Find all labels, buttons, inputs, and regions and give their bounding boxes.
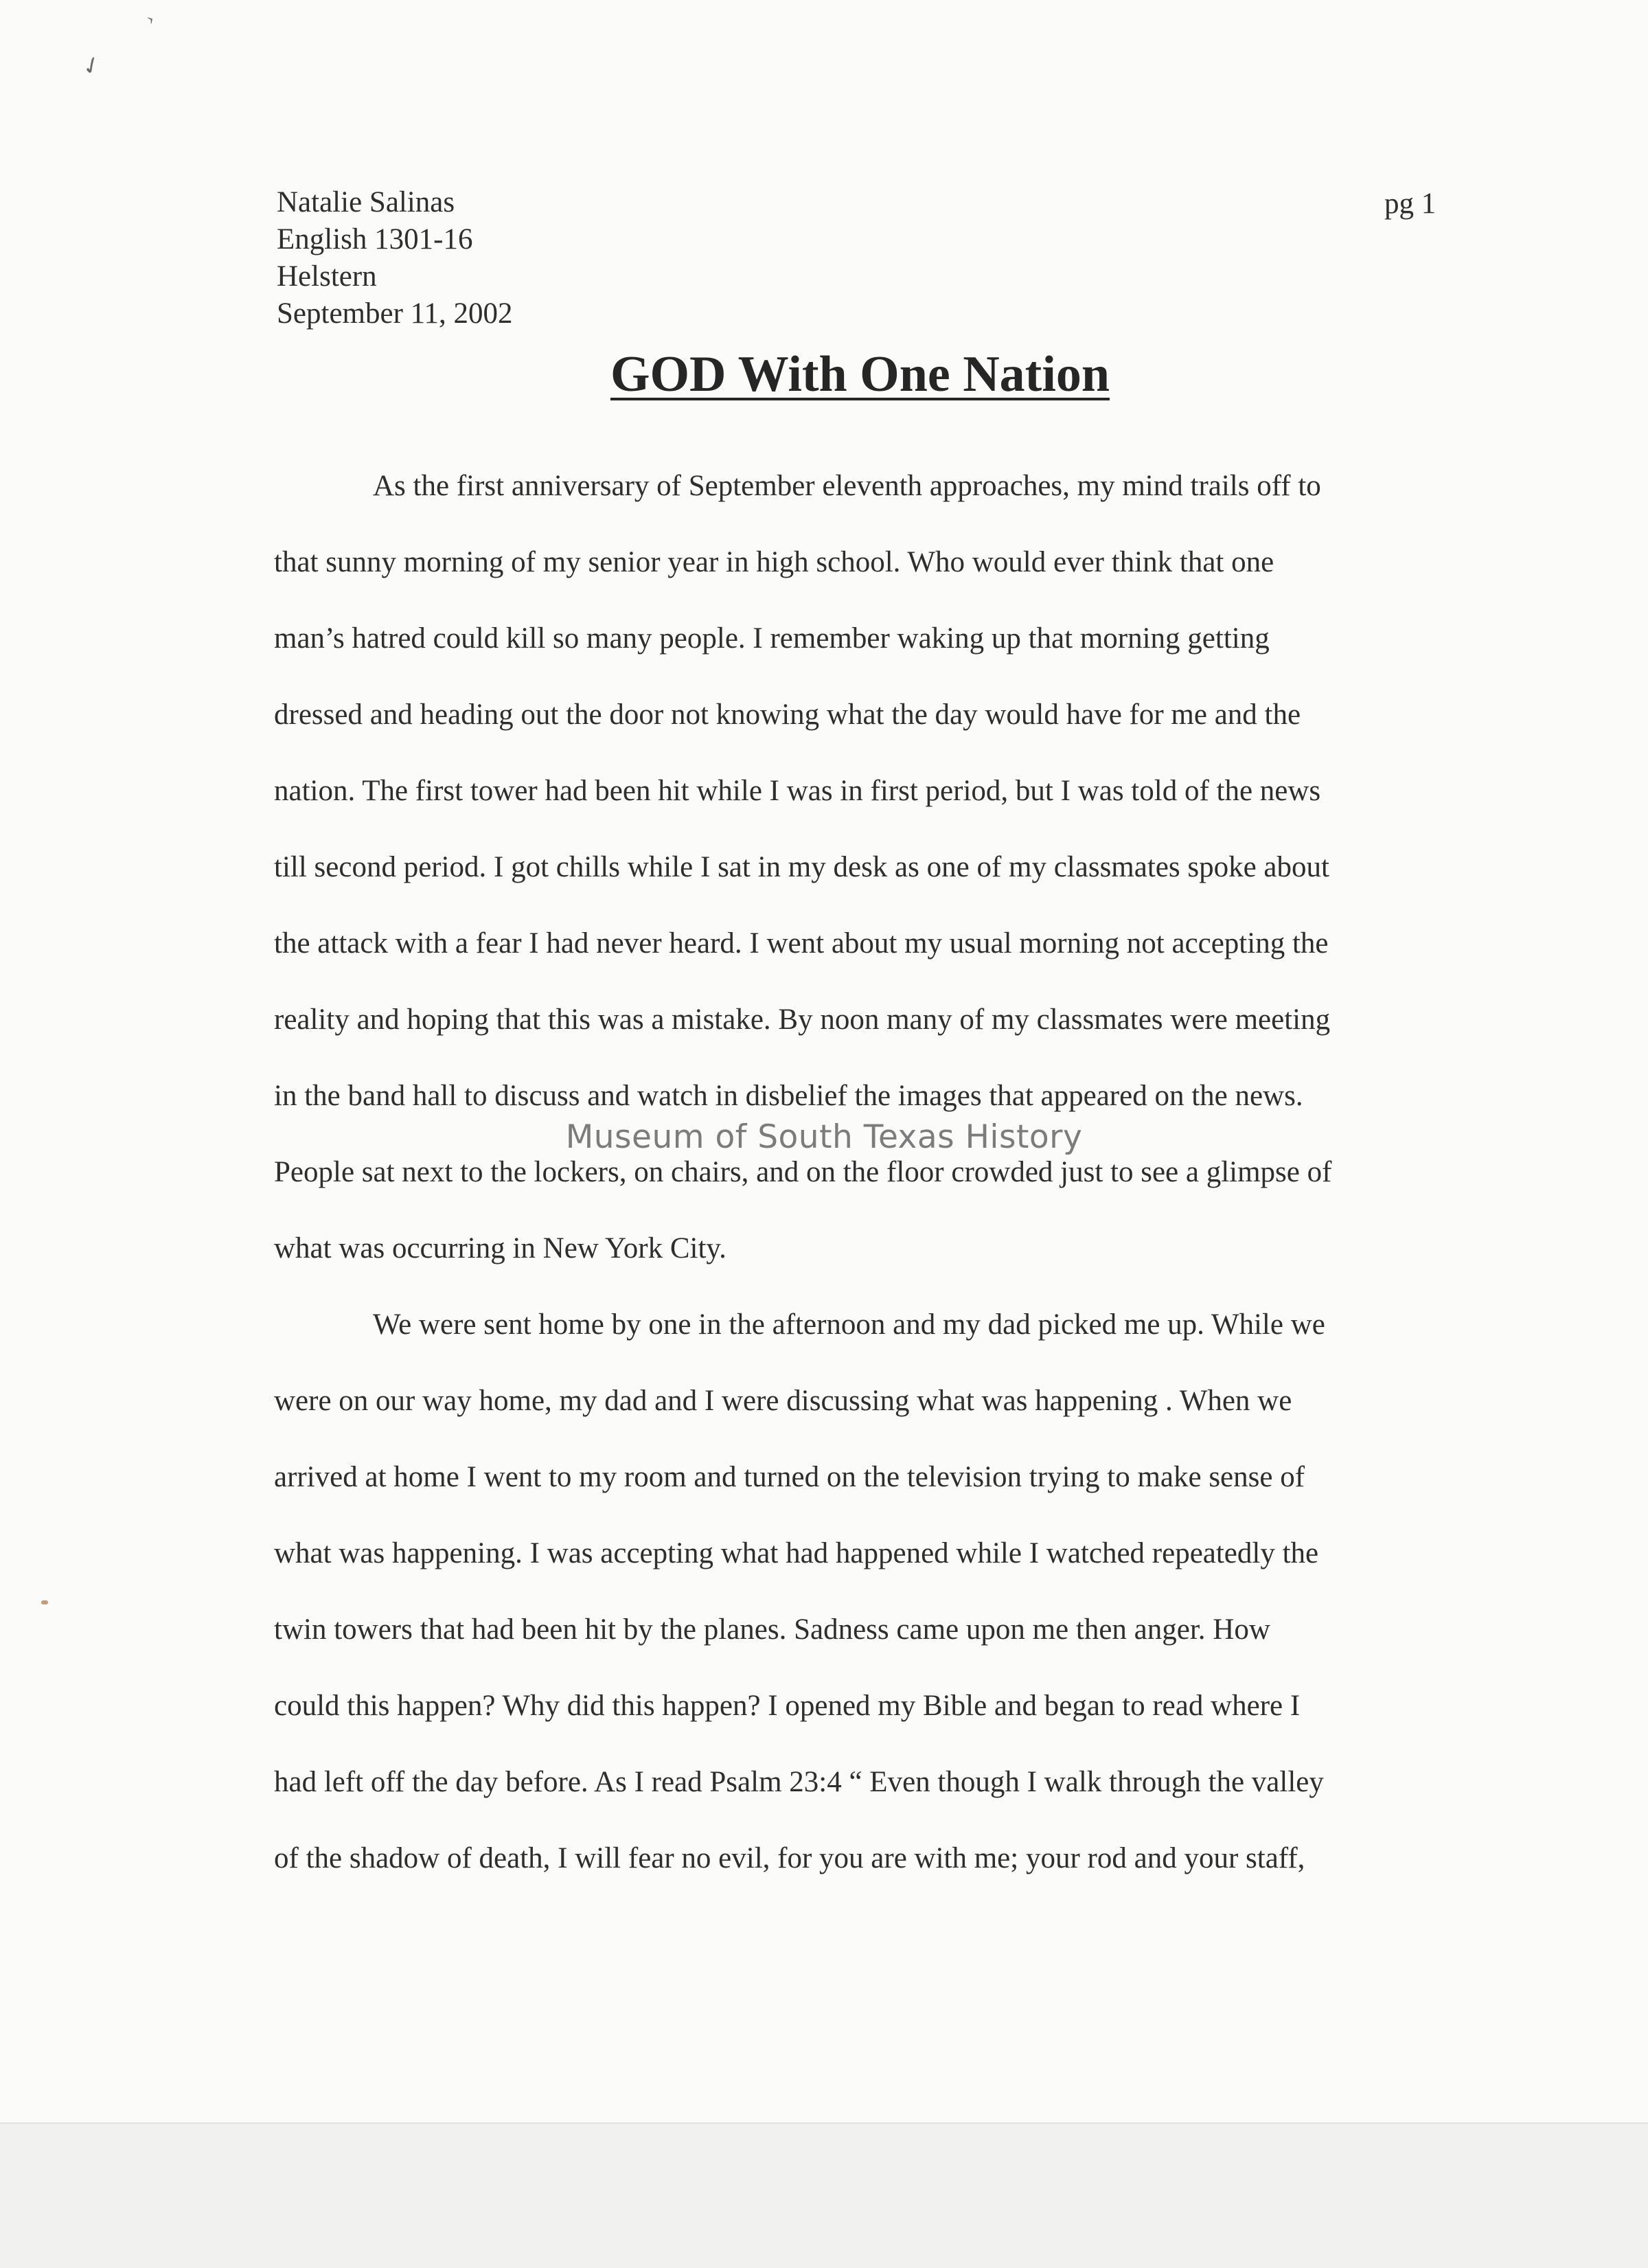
text-line: were on our way home, my dad and I were discussing what was happening . When we <box>274 1385 1292 1417</box>
text-line: in the band hall to discuss and watch in disbelief the images that appeared on the news. <box>274 1080 1303 1112</box>
text-line: the attack with a fear I had never heard. I went about my usual morning not accepting the <box>274 927 1329 960</box>
scan-speck <box>41 1600 48 1604</box>
text-line: twin towers that had been hit by the planes. Sadness came upon me then anger. How <box>274 1613 1270 1646</box>
text-line: had left off the day before. As I read Psalm 23:4 “ Even though I walk through the valley <box>274 1766 1324 1798</box>
text-line: could this happen? Why did this happen? I opened my Bible and began to read where I <box>274 1690 1301 1722</box>
text-line: People sat next to the lockers, on chairs, and on the floor crowded just to see a glimpse of <box>274 1156 1332 1188</box>
text-line: As the first anniversary of September eleventh approaches, my mind trails off to <box>373 470 1321 502</box>
page-number: pg 1 <box>1384 188 1437 220</box>
text-line: till second period. I got chills while I sat in my desk as one of my classmates spoke about <box>274 851 1329 883</box>
essay-header <box>277 184 513 332</box>
paragraph <box>274 1306 1441 1916</box>
course-name: English 1301-16 <box>277 223 473 256</box>
text-line: reality and hoping that this was a mistake. By noon many of my classmates were meeting <box>274 1003 1331 1036</box>
museum-watermark: Museum of South Texas History <box>565 1118 1083 1156</box>
essay-body <box>274 467 1441 1916</box>
text-line: of the shadow of death, I will fear no evil, for you are with me; your rod and your staff, <box>274 1842 1305 1874</box>
essay-title-text: GOD With One Nation <box>610 346 1110 402</box>
scan-mark: › <box>142 8 158 29</box>
text-line: We were sent home by one in the afternoon and my dad picked me up. While we <box>373 1308 1325 1341</box>
text-line: man’s hatred could kill so many people. I remember waking up that morning getting <box>274 622 1270 655</box>
text-line: arrived at home I went to my room and turned on the television trying to make sense of <box>274 1461 1305 1493</box>
scan-margin <box>0 2124 1648 2268</box>
paragraph <box>274 467 1441 1306</box>
essay-date: September 11, 2002 <box>277 297 513 330</box>
text-line: that sunny morning of my senior year in high school. Who would ever think that one <box>274 546 1274 578</box>
text-line: what was happening. I was accepting what had happened while I watched repeatedly the <box>274 1537 1319 1569</box>
instructor-name: Helstern <box>277 260 377 293</box>
text-line: what was occurring in New York City. <box>274 1232 726 1265</box>
essay-title <box>0 343 1648 405</box>
text-line: dressed and heading out the door not knowing what the day would have for me and the <box>274 699 1301 731</box>
text-line: nation. The first tower had been hit while I was in first period, but I was told of the news <box>274 775 1321 807</box>
pen-mark: ✓ <box>78 50 106 82</box>
author-name: Natalie Salinas <box>277 186 455 218</box>
